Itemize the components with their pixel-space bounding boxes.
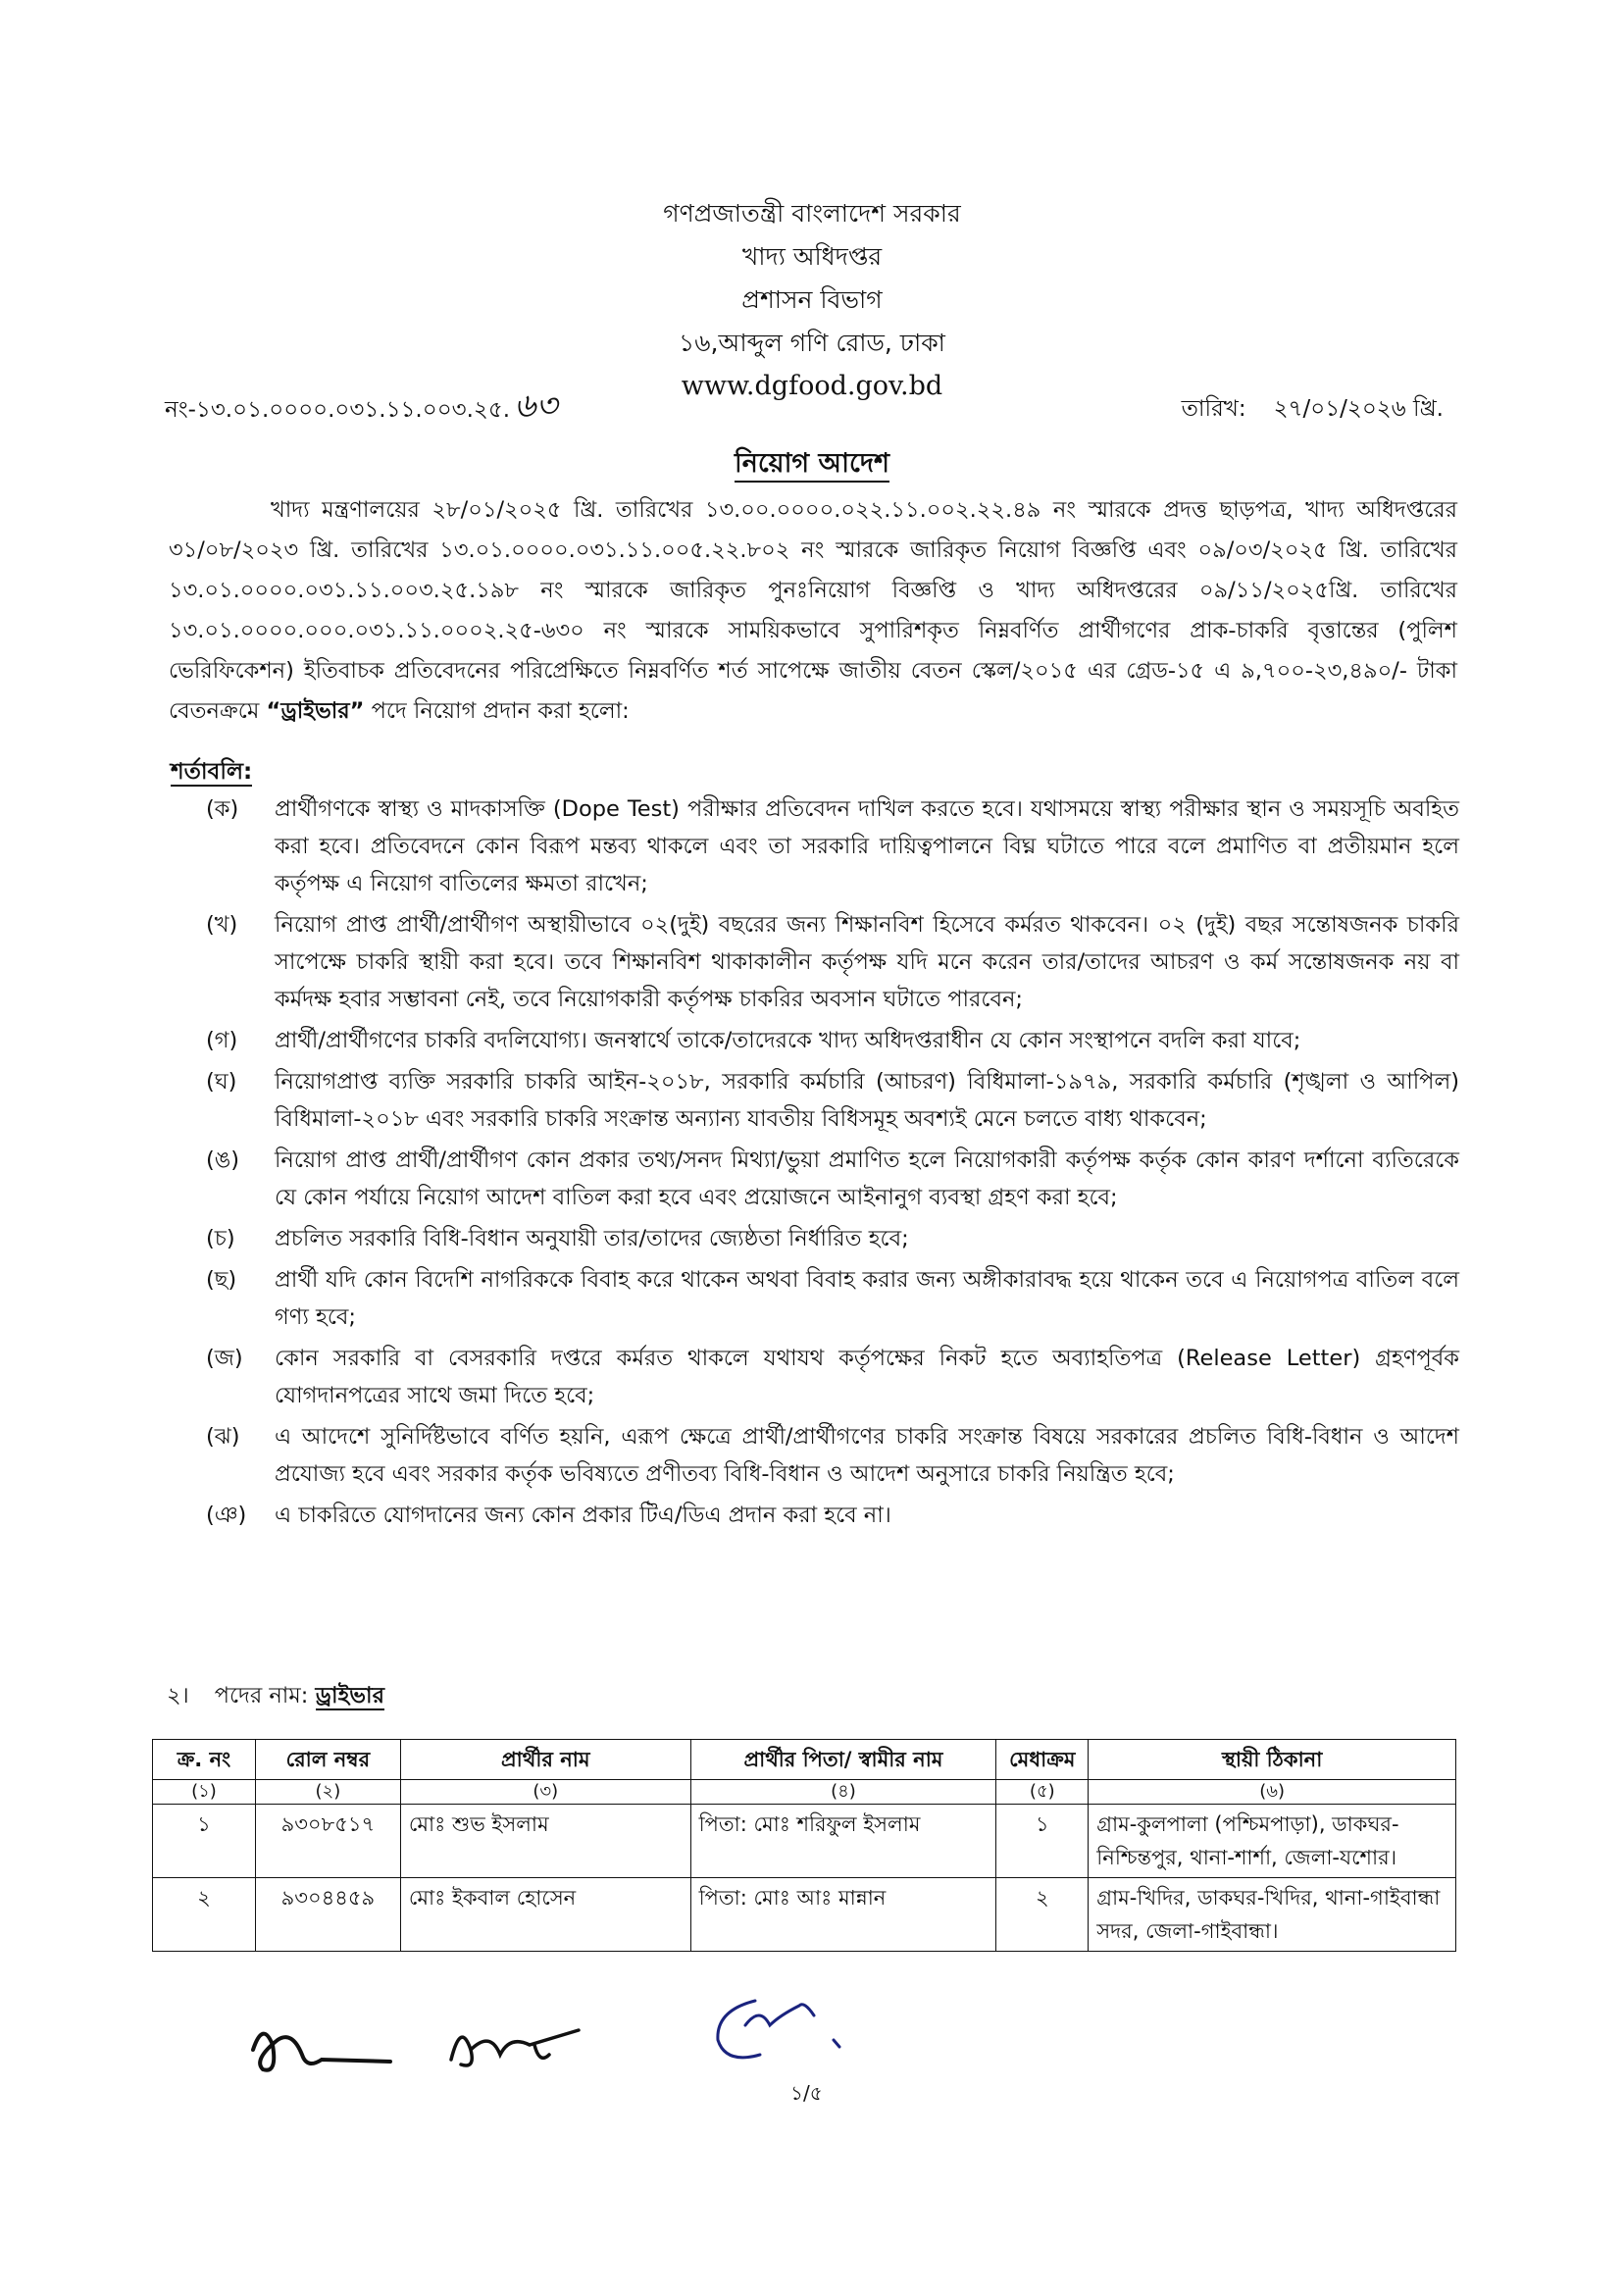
candidates-table xyxy=(152,1739,1456,1952)
condition-item xyxy=(206,790,1459,902)
letterhead xyxy=(0,192,1624,408)
signature-2 xyxy=(441,2011,598,2079)
condition-text: প্রার্থীগণকে স্বাস্থ্য ও মাদকাসক্তি (Dope Test) পরীক্ষার প্রতিবেদন দাখিল করতে হবে। যথাসময়ে স্বাস্থ্য পরীক্ষার স্থান ও সময়সূচি অবহিত করা হবে। প্রতিবেদনে কোন বিরূপ মন্তব্য থাকলে এবং তা সরকারি দায়িত্বপালনে বিঘ্ন ঘটাতে পারে বলে প্রমাণিত বা প্রতীয়মান হলে কর্তৃপক্ষ এ নিয়োগ বাতিলের ক্ষমতা রাখেন; xyxy=(275,796,1459,896)
intro-text-2: পদে নিয়োগ প্রদান করা হলো: xyxy=(364,698,630,724)
col-header-roll: রোল নম্বর xyxy=(255,1740,400,1780)
condition-marker: (ছ) xyxy=(206,1267,237,1293)
cell-merit: ২ xyxy=(996,1878,1089,1952)
condition-item xyxy=(206,1418,1459,1493)
condition-text: প্রার্থী যদি কোন বিদেশি নাগরিককে বিবাহ করে থাকেন অথবা বিবাহ করার জন্য অঙ্গীকারাবদ্ধ হয়ে থাকেন তবে এ নিয়োগপত্র বাতিল বলে গণ্য হবে; xyxy=(275,1267,1459,1330)
condition-item xyxy=(206,1063,1459,1138)
post-name-line xyxy=(167,1678,384,1715)
cell-roll: ৯৩০৪৪৫৯ xyxy=(255,1878,400,1952)
condition-text: প্রার্থী/প্রার্থীগণের চাকরি বদলিযোগ্য। জনস্বার্থে তাকে/তাদেরকে খাদ্য অধিদপ্তরাধীন যে কোন সংস্থাপনে বদলি করা যাবে; xyxy=(275,1028,1301,1053)
condition-marker: (ঝ) xyxy=(206,1424,240,1450)
section-number: ২। xyxy=(167,1683,189,1708)
cell-merit: ১ xyxy=(996,1805,1089,1878)
index-cell: (৪) xyxy=(690,1780,996,1805)
cell-guardian: পিতা: মোঃ আঃ মান্নান xyxy=(690,1878,996,1952)
cell-serial: ১ xyxy=(153,1805,256,1878)
condition-marker: (খ) xyxy=(206,912,238,938)
memo-number xyxy=(165,381,557,436)
memo-number-text: নং-১৩.০১.০০০০.০৩১.১১.০০৩.২৫. xyxy=(165,397,511,423)
table-header-row xyxy=(153,1740,1456,1780)
office-address: ১৬,আব্দুল গণি রোড, ঢাকা xyxy=(679,329,945,357)
condition-marker: (চ) xyxy=(206,1226,235,1251)
cell-name: মোঃ ইকবাল হোসেন xyxy=(400,1878,690,1952)
conditions-heading xyxy=(171,753,252,791)
memo-handwritten-suffix: ৬৩ xyxy=(514,386,558,426)
signature-1 xyxy=(233,2001,400,2089)
table-row xyxy=(153,1805,1456,1878)
conditions-heading-text: শর্তাবলি: xyxy=(171,759,253,785)
cell-roll: ৯৩০৮৫১৭ xyxy=(255,1805,400,1878)
table-row xyxy=(153,1878,1456,1952)
page-title xyxy=(0,443,1624,487)
issue-date xyxy=(1182,390,1444,429)
condition-marker: (ঘ) xyxy=(206,1069,237,1095)
date-value: ২৭/০১/২০২৬ খ্রি. xyxy=(1273,396,1444,422)
condition-item xyxy=(206,906,1459,1018)
condition-item xyxy=(206,1142,1459,1216)
col-header-guardian: প্রার্থীর পিতা/ স্বামীর নাম xyxy=(690,1740,996,1780)
conditions-list xyxy=(206,790,1459,1538)
condition-text: নিয়োগ প্রাপ্ত প্রার্থী/প্রার্থীগণ অস্থায়ীভাবে ০২(দুই) বছরের জন্য শিক্ষানবিশ হিসেবে কর্মরত থাকবেন। ০২ (দুই) বছর সন্তোষজনক চাকরি সাপেক্ষে চাকরি স্থায়ী করা হবে। তবে শিক্ষানবিশ থাকাকালীন কর্তৃপক্ষ যদি মনে করেন তার/তাদের আচরণ ও কর্ম সন্তোষজনক নয় বা কর্মদক্ষ হবার সম্ভাবনা নেই, তবে নিয়োগকারী কর্তৃপক্ষ চাকরির অবসান ঘটাতে পারবেন; xyxy=(275,912,1459,1012)
condition-text: নিয়োগ প্রাপ্ত প্রার্থী/প্রার্থীগণ কোন প্রকার তথ্য/সনদ মিথ্যা/ভুয়া প্রমাণিত হলে নিয়োগকারী কর্তৃপক্ষ কর্তৃক কোন কারণ দর্শানো ব্যতিরেকে যে কোন পর্যায়ে নিয়োগ আদেশ বাতিল করা হবে এবং প্রয়োজনে আইনানুগ ব্যবস্থা গ্রহণ করা হবে; xyxy=(275,1147,1459,1210)
condition-text: কোন সরকারি বা বেসরকারি দপ্তরে কর্মরত থাকলে যথাযথ কর্তৃপক্ষের নিকট হতে অব্যাহতিপত্র (Release Letter) গ্রহণপূর্বক যোগদানপত্রের সাথে জমা দিতে হবে; xyxy=(275,1346,1459,1408)
condition-text: এ আদেশে সুনির্দিষ্টভাবে বর্ণিত হয়নি, এরূপ ক্ষেত্রে প্রার্থী/প্রার্থীগণের চাকরি সংক্রান্ত বিষয়ে সরকারের প্রচলিত বিধি-বিধান ও আদেশ প্রযোজ্য হবে এবং সরকার কর্তৃক ভবিষ্যতে প্রণীতব্য বিধি-বিধান ও আদেশ অনুসারে চাকরি নিয়ন্ত্রিত হবে; xyxy=(275,1424,1459,1487)
cell-guardian: পিতা: মোঃ শরিফুল ইসলাম xyxy=(690,1805,996,1878)
condition-marker: (জ) xyxy=(206,1346,243,1371)
condition-item xyxy=(206,1220,1459,1257)
col-header-serial: ক্র. নং xyxy=(153,1740,256,1780)
table-index-row xyxy=(153,1780,1456,1805)
intro-text-1: খাদ্য মন্ত্রণালয়ের ২৮/০১/২০২৫ খ্রি. তারিখের ১৩.০০.০০০০.০২২.১১.০০২.২২.৪৯ নং স্মারকে প্রদত্ত ছাড়পত্র, খাদ্য অধিদপ্তরের ৩১/০৮/২০২৩ খ্রি. তারিখের ১৩.০১.০০০০.০৩১.১১.০০৫.২২.৮০২ নং স্মারকে জারিকৃত নিয়োগ বিজ্ঞপ্তি এবং ০৯/০৩/২০২৫ খ্রি. তারিখের ১৩.০১.০০০০.০৩১.১১.০০৩.২৫.১৯৮ নং স্মারকে জারিকৃত পুনঃনিয়োগ বিজ্ঞপ্তি ও খাদ্য অধিদপ্তরের ০৯/১১/২০২৫খ্রি. তারিখের ১৩.০১.০০০০.০০০.০৩১.১১.০০০২.২৫-৬৩০ নং স্মারকে সাময়িকভাবে সুপারিশকৃত নিম্নবর্ণিত প্রার্থীগণের প্রাক-চাকরি বৃত্তান্তের (পুলিশ ভেরিফিকেশন) ইতিবাচক প্রতিবেদনের পরিপ্রেক্ষিতে নিম্নবর্ণিত শর্ত সাপেক্ষে জাতীয় বেতন স্কেল/২০১৫ এর গ্রেড-১৫ এ ৯,৭০০-২৩,৪৯০/- টাকা বেতনক্রমে xyxy=(169,497,1457,724)
intro-post-name: “ড্রাইভার” xyxy=(266,698,365,724)
date-label: তারিখ: xyxy=(1181,396,1246,422)
cell-name: মোঃ শুভ ইসলাম xyxy=(400,1805,690,1878)
condition-text: নিয়োগপ্রাপ্ত ব্যক্তি সরকারি চাকরি আইন-২০১৮, সরকারি কর্মচারি (আচরণ) বিধিমালা-১৯৭৯, সরকারি কর্মচারি (শৃঙ্খলা ও আপিল) বিধিমালা-২০১৮ এবং সরকারি চাকরি সংক্রান্ত অন্যান্য যাবতীয় বিধিসমূহ অবশ্যই মেনে চলতে বাধ্য থাকবেন; xyxy=(275,1069,1459,1132)
condition-item xyxy=(206,1497,1459,1534)
condition-marker: (গ) xyxy=(206,1028,238,1053)
signature-3 xyxy=(706,1986,863,2074)
cell-serial: ২ xyxy=(153,1878,256,1952)
condition-text: প্রচলিত সরকারি বিধি-বিধান অনুযায়ী তার/তাদের জ্যেষ্ঠতা নির্ধারিত হবে; xyxy=(275,1226,909,1251)
page-number: ১/৫ xyxy=(790,2081,823,2105)
condition-marker: (ঞ) xyxy=(206,1503,247,1528)
cell-address: গ্রাম-কুলপালা (পশ্চিমপাড়া), ডাকঘর-নিশ্চিন্তপুর, থানা-শার্শা, জেলা-যশোর। xyxy=(1089,1805,1456,1878)
intro-paragraph xyxy=(169,490,1457,732)
index-cell: (৬) xyxy=(1089,1780,1456,1805)
condition-item xyxy=(206,1022,1459,1059)
index-cell: (৫) xyxy=(996,1780,1089,1805)
condition-marker: (ক) xyxy=(206,796,239,822)
post-name: ড্রাইভার xyxy=(315,1683,384,1708)
index-cell: (৩) xyxy=(400,1780,690,1805)
government-name: গণপ্রজাতন্ত্রী বাংলাদেশ সরকার xyxy=(663,199,961,228)
col-header-address: স্থায়ী ঠিকানা xyxy=(1089,1740,1456,1780)
cell-address: গ্রাম-খিদির, ডাকঘর-খিদির, থানা-গাইবান্ধা সদর, জেলা-গাইবান্ধা। xyxy=(1089,1878,1456,1952)
department-name: খাদ্য অধিদপ্তর xyxy=(741,242,883,271)
col-header-name: প্রার্থীর নাম xyxy=(400,1740,690,1780)
page-title-text: নিয়োগ আদেশ xyxy=(735,448,889,483)
post-label: পদের নাম: xyxy=(214,1683,309,1708)
index-cell: (২) xyxy=(255,1780,400,1805)
division-name: প্রশাসন বিভাগ xyxy=(741,285,883,314)
condition-marker: (ঙ) xyxy=(206,1147,240,1173)
condition-item xyxy=(206,1340,1459,1414)
condition-item xyxy=(206,1261,1459,1336)
index-cell: (১) xyxy=(153,1780,256,1805)
website-link[interactable]: www.dgfood.gov.bd xyxy=(681,371,943,401)
col-header-merit: মেধাক্রম xyxy=(996,1740,1089,1780)
condition-text: এ চাকরিতে যোগদানের জন্য কোন প্রকার টিএ/ডিএ প্রদান করা হবে না। xyxy=(275,1503,891,1528)
